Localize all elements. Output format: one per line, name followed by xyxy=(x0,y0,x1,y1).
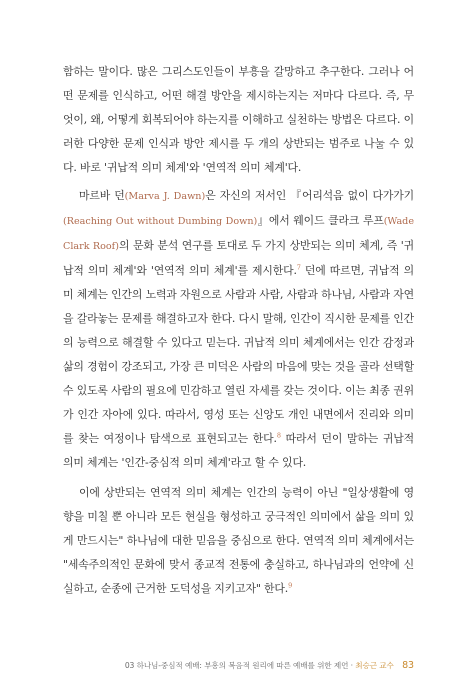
running-footer-author: 최승근 교수 xyxy=(355,661,394,670)
paragraph-2-text-c: 』에서 웨이드 클라크 루프 xyxy=(257,214,384,227)
paragraph-2 xyxy=(63,184,414,475)
page-number: 83 xyxy=(402,660,414,671)
footnote-marker-8[interactable]: 8 xyxy=(276,431,281,440)
running-footer-chapter: 03 하나님-중심적 예배: 부흥의 복음적 원리에 따른 예배를 위한 제언 · xyxy=(124,661,353,670)
book-title-english: (Reaching Out without Dumbing Down) xyxy=(63,216,258,227)
paragraph-2-text-a: 마르바 던 xyxy=(79,189,125,202)
author-name2-english: (Wade Clark Roof) xyxy=(63,216,414,252)
paragraph-3 xyxy=(63,481,414,601)
paragraph-3-text: 이에 상반되는 연역적 의미 체계는 인간의 능력이 아닌 "일상생활에 영향을 미칠 뿐 아니라 모든 현실을 형성하고 궁극적인 의미에서 삶을 의미 있게 만드시는" 하나님에 대한 믿음을 중심으로 한다. 연역적 의미 체계에서는 "세속주의적인 문화에 맞서 종교적 전통에 충실하고, 하나님과의 언약에 신실하고, 순종에 근거한 도덕성을 지키고자" 한다. xyxy=(63,486,414,595)
footnote-marker-9[interactable]: 9 xyxy=(288,581,293,590)
footnote-marker-7[interactable]: 7 xyxy=(296,263,301,272)
paragraph-2-text-e: 던에 따르면, 귀납적 의미 체계는 인간의 노력과 자원으로 사람과 사람, 사람과 하나님, 사람과 자연을 갈라놓는 문제를 해결하고자 한다. 다시 말해, 인간이 직시한 문제를 인간의 능력으로 해결할 수 있다고 믿는다. 귀납적 의미 체계에서는 인간 감정과 삶의 경험이 강조되고, 가장 큰 미덕은 사람의 마음에 맞는 것을 골라 선택할 수 있도록 사람의 필요에 민감하고 열린 자세를 갖는 것이다. 이는 최종 권위가 인간 자아에 있다. 따라서, 영성 또는 신앙도 개인 내면에서 진리와 의미를 찾는 여정이나 탐색으로 표현되고는 한다. xyxy=(63,264,414,445)
paragraph-2-text-d: 의 문화 분석 연구를 토대로 두 가지 상반되는 의미 체계, 즉 '귀납적 의미 체계'와 '연역적 의미 체계'를 제시한다. xyxy=(63,239,414,277)
paragraph-1 xyxy=(63,60,414,180)
page-footer xyxy=(0,660,414,671)
paragraph-2-text-b: 은 자신의 저서인 『어리석음 없이 다가가기 xyxy=(205,189,415,202)
author-name-english: (Marva J. Dawn) xyxy=(124,191,206,202)
paragraph-1-text: 함하는 말이다. 많은 그리스도인들이 부흥을 갈망하고 추구한다. 그러나 어떤 문제를 인식하고, 어떤 해결 방안을 제시하는지는 저마다 다르다. 즉, 무엇이, 왜, 어떻게 회복되어야 하는지를 이해하고 실천하는 방법은 다르다. 이러한 다양한 문제 인식과 방안 제시를 두 개의 상반되는 범주로 나눌 수 있다. 바로 '귀납적 의미 체계'와 '연역적 의미 체계'다. xyxy=(63,65,414,174)
body-text xyxy=(63,60,414,605)
paragraph-2-text-f: 따라서 던이 말하는 귀납적 의미 체계는 '인간-중심적 의미 체계'라고 할 수 있다. xyxy=(63,432,414,469)
